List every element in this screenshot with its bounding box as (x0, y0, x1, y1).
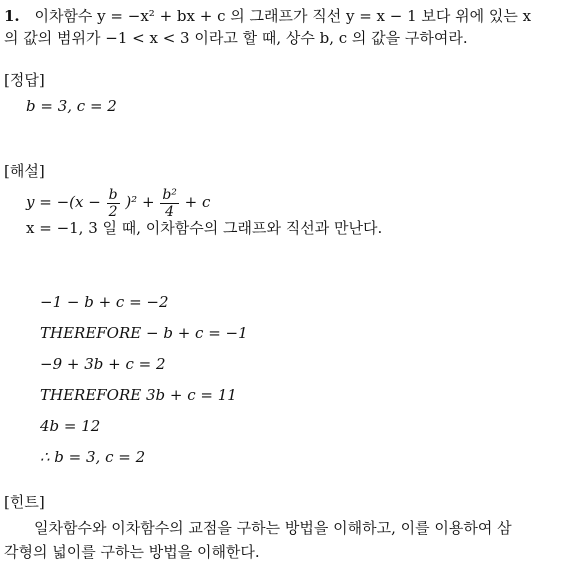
solution-step-4: THEREFORE 3b + c = 11 (40, 386, 237, 404)
solution-step-5: 4b = 12 (40, 417, 101, 435)
fraction-1-denominator: 2 (108, 203, 118, 220)
fraction-b-over-2 (107, 187, 120, 220)
solution-step-1: −1 − b + c = −2 (40, 293, 169, 311)
problem-text-1: 이차함수 y = −x² + bx + c 의 그래프가 직선 y = x − 1 보다 위에 있는 x (34, 7, 532, 25)
hint-text-2: 각형의 넓이를 구하는 방법을 이해한다. (4, 543, 260, 561)
equation-middle: )² + (125, 193, 155, 211)
fraction-b2-over-4 (160, 187, 179, 220)
solution-step-6: ∴ b = 3, c = 2 (40, 448, 146, 466)
equation-suffix: + c (184, 193, 211, 211)
solution-step-3: −9 + 3b + c = 2 (40, 355, 166, 373)
solution-equation (26, 186, 210, 220)
solution-line-2: x = −1, 3 일 때, 이차함수의 그래프와 직선과 만난다. (26, 219, 383, 237)
hint-label: [힌트] (4, 493, 45, 511)
answer-text: b = 3, c = 2 (26, 97, 117, 115)
problem-number: 1. (4, 7, 20, 25)
problem-text-2: 의 값의 범위가 −1 < x < 3 이라고 할 때, 상수 b, c 의 값을 구하여라. (4, 29, 468, 47)
solution-label: [해설] (4, 162, 45, 180)
problem-statement-line-1 (4, 6, 531, 26)
equation-prefix: y = −(x − (26, 193, 101, 211)
answer-label: [정답] (4, 71, 45, 89)
hint-text-1: 일차함수와 이차함수의 교점을 구하는 방법을 이해하고, 이를 이용하여 삼 (34, 519, 512, 537)
fraction-2-denominator: 4 (165, 203, 175, 220)
solution-step-2: THEREFORE − b + c = −1 (40, 324, 248, 342)
fraction-1-numerator: b (108, 186, 118, 203)
fraction-2-numerator: b² (162, 186, 177, 203)
